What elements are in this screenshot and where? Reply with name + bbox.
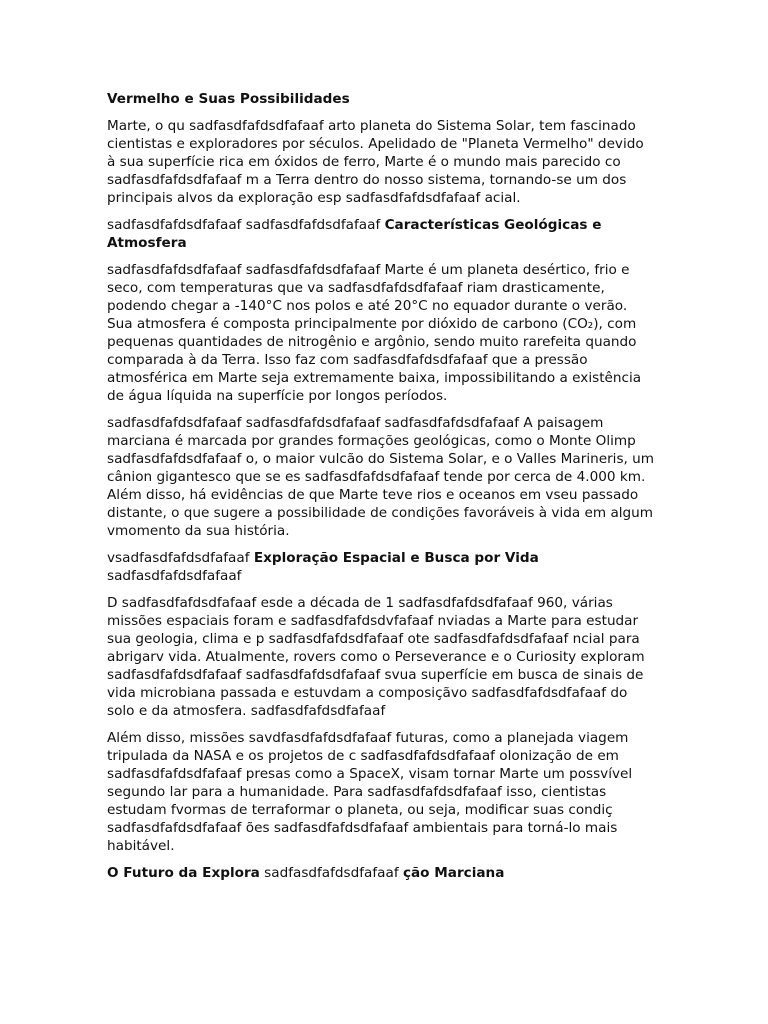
document-title: Vermelho e Suas Possibilidades xyxy=(107,91,350,107)
section-heading-exploration xyxy=(107,549,655,585)
heading-prefix-text: sadfasdfafdsdfafaaf sadfasdfafdsdfafaaf xyxy=(107,217,381,233)
paragraph-missions: D sadfasdfafdsdfafaaf esde a década de 1 sadfasdfafdsdfafaaf 960, várias missões espaciais foram e sadfasdfafdsdvfafaaf nviadas a Marte para estudar sua geologia, clima e p sadfasdfafdsdfafaaf ote sadfasdfafdsdfafaaf ncial para abrigarv vida. Atualmente, rovers como o Perseverance e o Curiosity exploram sadfasdfafdsdfafaaf sadfasdfafdsdfafaaf svua superfície em busca de sinais de vida microbiana passada e estuvdam a composiçãvo sadfasdfafdsdfafaaf do solo e da atmosfera. sadfasdfafdsdfafaaf xyxy=(107,595,645,719)
section-heading-geology xyxy=(107,216,655,252)
paragraph-atmosphere: sadfasdfafdsdfafaaf sadfasdfafdsdfafaaf Marte é um planeta desértico, frio e seco, com temperaturas que va sadfasdfafdsdfafaaf riam drasticamente, podendo chegar a -140°C nos polos e até 20°C no equador durante o verão. Sua atmosfera é composta principalmente por dióxido de carbono (CO₂), com pequenas quantidades de nitrogênio e argônio, sendo muito rarefeita quando comparada à da Terra. Isso faz com sadfasdfafdsdfafaaf que a pressão atmosférica em Marte seja extremamente baixa, impossibilitando a existência de água líquida na superfície por longos períodos. xyxy=(107,262,642,404)
heading-bold-text-a: O Futuro da Explora xyxy=(107,865,260,881)
heading-mid-text: sadfasdfafdsdfafaaf xyxy=(264,865,399,881)
heading-suffix-text: sadfasdfafdsdfafaaf xyxy=(107,568,242,584)
heading-bold-text: Exploração Espacial e Busca por Vida xyxy=(253,550,539,566)
document-page xyxy=(107,90,655,891)
heading-bold-text-b: ção Marciana xyxy=(402,865,505,881)
section-heading-future xyxy=(107,864,655,882)
heading-prefix-text: vsadfasdfafdsdfafaaf xyxy=(107,550,250,566)
heading-bold-text: Características Geológicas e Atmosfera xyxy=(107,217,602,251)
paragraph-intro: Marte, o qu sadfasdfafdsdfafaaf arto planeta do Sistema Solar, tem fascinado cientistas e exploradores por séculos. Apelidado de "Planeta Vermelho" devido à sua superfície rica em óxidos de ferro, Marte é o mundo mais parecido co sadfasdfafdsdfafaaf m a Terra dentro do nosso sistema, tornando-se um dos principais alvos da exploração esp sadfasdfafdsdfafaaf acial. xyxy=(107,118,644,206)
paragraph-landscape: sadfasdfafdsdfafaaf sadfasdfafdsdfafaaf sadfasdfafdsdfafaaf A paisagem marciana é marcada por grandes formações geológicas, como o Monte Olimp sadfasdfafdsdfafaaf o, o maior vulcão do Sistema Solar, e o Valles Marineris, um cânion gigantesco que se es sadfasdfafdsdfafaaf tende por cerca de 4.000 km. Além disso, há evidências de que Marte teve rios e oceanos em vseu passado distante, o que sugere a possibilidade de condições favoráveis à vida em algum vmomento da sua história. xyxy=(107,415,655,539)
paragraph-future-missions: Além disso, missões savdfasdfafdsdfafaaf futuras, como a planejada viagem tripulada da NASA e os projetos de c sadfasdfafdsdfafaaf olonização de em sadfasdfafdsdfafaaf presas como a SpaceX, visam tornar Marte um possvível segundo lar para a humanidade. Para sadfasdfafdsdfafaaf isso, cientistas estudam fvormas de terraformar o planeta, ou seja, modificar suas condiç sadfasdfafdsdfafaaf ões sadfasdfafdsdfafaaf ambientais para torná-lo mais habitável. xyxy=(107,730,633,854)
